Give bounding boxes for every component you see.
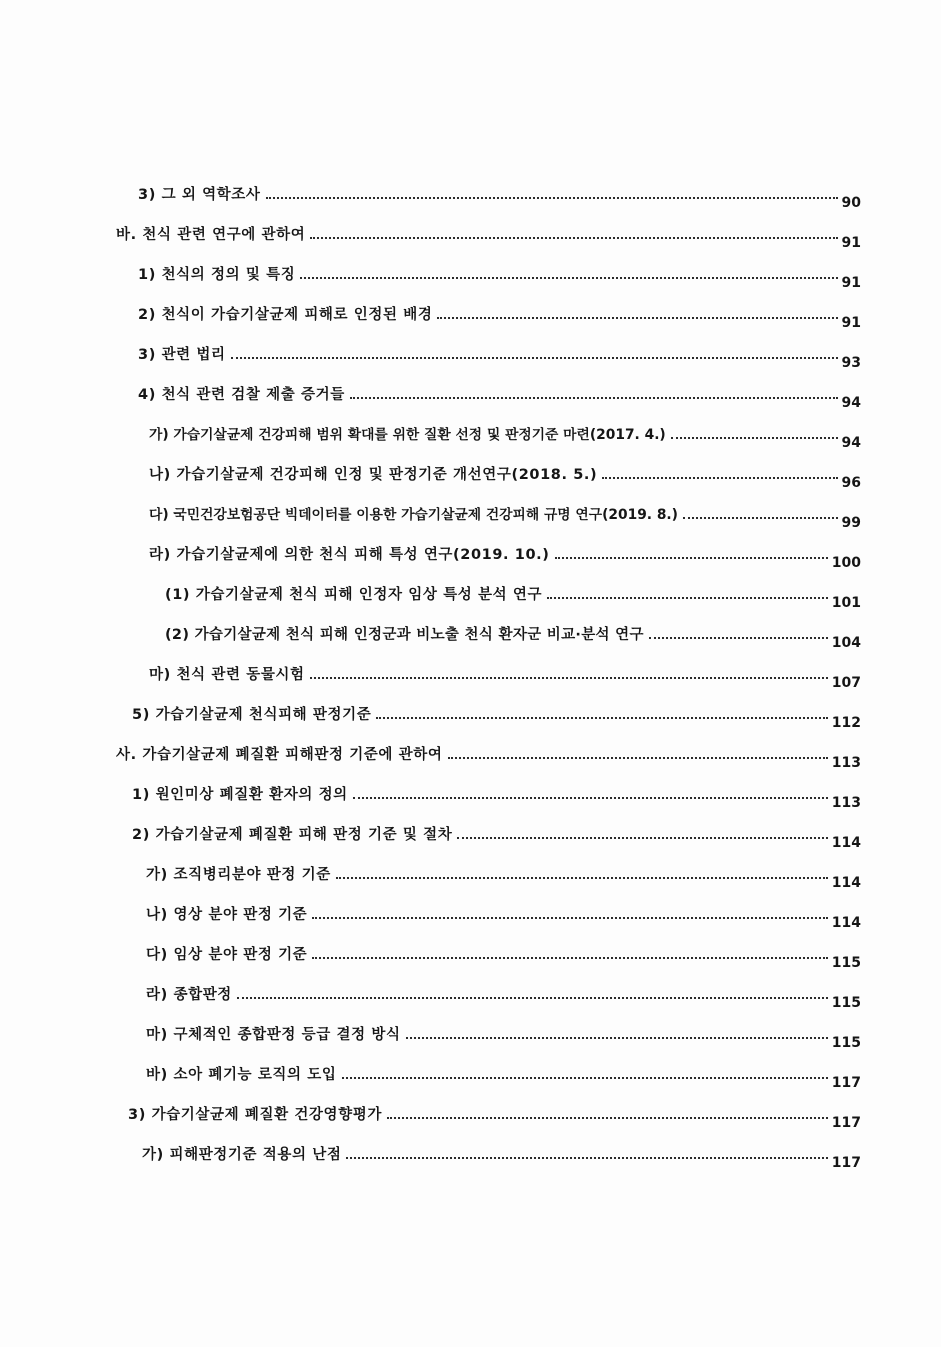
toc-entry-page: 99 <box>841 515 861 531</box>
toc-entry-page: 90 <box>841 195 861 211</box>
dot-leader <box>231 357 838 359</box>
toc-entry-title: 다) 임상 분야 판정 기준 <box>146 947 308 963</box>
toc-entry-page: 107 <box>831 675 861 691</box>
dot-leader <box>437 317 837 319</box>
toc-entry-title: (2) 가습기살균제 천식 피해 인정군과 비노출 천식 환자군 비교·분석 연구 <box>165 627 644 643</box>
dot-leader <box>457 837 827 839</box>
toc-entry <box>146 860 861 891</box>
toc-entry-title: 가) 피해판정기준 적용의 난점 <box>142 1147 342 1163</box>
dot-leader <box>376 717 827 719</box>
toc-entry-page: 114 <box>831 915 861 931</box>
toc-entry-page: 113 <box>831 795 861 811</box>
dot-leader <box>353 797 828 799</box>
toc-entry-page: 104 <box>831 635 861 651</box>
toc-entry-page: 100 <box>831 555 861 571</box>
toc-entry-page: 114 <box>831 835 861 851</box>
toc-entry-page: 117 <box>831 1115 861 1131</box>
dot-leader <box>683 517 838 519</box>
toc-entry-title: 사. 가습기살균제 폐질환 피해판정 기준에 관하여 <box>116 747 443 763</box>
toc-entry <box>128 1100 861 1131</box>
toc-entry-page: 115 <box>831 955 861 971</box>
toc-entry-title: 바) 소아 폐기능 로직의 도입 <box>146 1067 337 1083</box>
toc-entry-page: 96 <box>841 475 861 491</box>
toc-entry-page: 117 <box>831 1075 861 1091</box>
toc-entry-page: 94 <box>841 435 861 451</box>
toc-entry-title: (1) 가습기살균제 천식 피해 인정자 임상 특성 분석 연구 <box>165 587 543 603</box>
dot-leader <box>310 237 837 239</box>
toc-entry-title: 2) 천식이 가습기살균제 피해로 인정된 배경 <box>138 307 433 323</box>
dot-leader <box>346 1157 827 1159</box>
toc-entry <box>146 980 861 1011</box>
toc-entry-page: 115 <box>831 995 861 1011</box>
dot-leader <box>387 1117 828 1119</box>
toc-entry-title: 마) 구체적인 종합판정 등급 결정 방식 <box>146 1027 401 1043</box>
toc-entry <box>138 180 861 211</box>
toc-entry <box>138 300 861 331</box>
toc-entry <box>132 820 861 851</box>
toc-entry-title: 나) 가습기살균제 건강피해 인정 및 판정기준 개선연구(2018. 5.) <box>149 467 598 483</box>
dot-leader <box>406 1037 828 1039</box>
toc-entry-title: 다) 국민건강보험공단 빅데이터를 이용한 가습기살균제 건강피해 규명 연구(2019. 8.) <box>149 507 678 523</box>
dot-leader <box>237 997 828 999</box>
toc-entry <box>116 220 861 251</box>
dot-leader <box>547 597 828 599</box>
dot-leader <box>336 877 828 879</box>
toc-entry-page: 93 <box>841 355 861 371</box>
toc-entry-title: 1) 원인미상 폐질환 환자의 정의 <box>132 787 348 803</box>
toc-entry-page: 115 <box>831 1035 861 1051</box>
toc-entry <box>146 940 861 971</box>
toc-entry-title: 2) 가습기살균제 폐질환 피해 판정 기준 및 절차 <box>132 827 453 843</box>
toc-entry-title: 4) 천식 관련 검찰 제출 증거들 <box>138 387 345 403</box>
toc-entry <box>146 900 861 931</box>
toc-entry-title: 3) 관련 법리 <box>138 347 226 363</box>
toc-entry-page: 94 <box>841 395 861 411</box>
toc-entry <box>149 500 861 531</box>
toc-entry-title: 라) 가습기살균제에 의한 천식 피해 특성 연구(2019. 10.) <box>149 547 550 563</box>
toc-entry-page: 101 <box>831 595 861 611</box>
toc-entry-title: 5) 가습기살균제 천식피해 판정기준 <box>132 707 372 723</box>
toc-entry <box>132 780 861 811</box>
dot-leader <box>602 477 837 479</box>
toc-entry-title: 마) 천식 관련 동물시험 <box>149 667 305 683</box>
dot-leader <box>555 557 828 559</box>
toc-entry-title: 3) 그 외 역학조사 <box>138 187 261 203</box>
toc-entry-page: 91 <box>841 275 861 291</box>
dot-leader <box>350 397 838 399</box>
toc-entry <box>138 340 861 371</box>
toc-entry-page: 117 <box>831 1155 861 1171</box>
toc-entry-title: 라) 종합판정 <box>146 987 232 1003</box>
dot-leader <box>310 677 828 679</box>
toc-entry-title: 나) 영상 분야 판정 기준 <box>146 907 308 923</box>
toc-entry-title: 가) 조직병리분야 판정 기준 <box>146 867 331 883</box>
toc-entry <box>149 420 861 451</box>
toc-entry <box>149 540 861 571</box>
toc-entry <box>149 660 861 691</box>
toc-entry-page: 113 <box>831 755 861 771</box>
dot-leader <box>312 957 827 959</box>
toc-entry <box>142 1140 861 1171</box>
dot-leader <box>448 757 828 759</box>
dot-leader <box>649 637 828 639</box>
dot-leader <box>300 277 837 279</box>
toc-entry-page: 91 <box>841 235 861 251</box>
toc-entry <box>146 1020 861 1051</box>
toc-entry <box>132 700 861 731</box>
toc-entry-title: 3) 가습기살균제 폐질환 건강영향평가 <box>128 1107 382 1123</box>
toc-entry <box>138 260 861 291</box>
dot-leader <box>312 917 827 919</box>
dot-leader <box>671 437 838 439</box>
toc-entry-page: 91 <box>841 315 861 331</box>
toc-entry-title: 1) 천식의 정의 및 특징 <box>138 267 296 283</box>
toc-entry <box>165 620 861 651</box>
toc-entry <box>116 740 861 771</box>
toc-entry <box>146 1060 861 1091</box>
toc-entry <box>165 580 861 611</box>
toc-entry-title: 가) 가습기살균제 건강피해 범위 확대를 위한 질환 선정 및 판정기준 마련(2017. 4.) <box>149 427 666 443</box>
toc-entry-title: 바. 천식 관련 연구에 관하여 <box>116 227 306 243</box>
toc-entry <box>138 380 861 411</box>
toc-entry-page: 114 <box>831 875 861 891</box>
dot-leader <box>342 1077 828 1079</box>
dot-leader <box>266 197 838 199</box>
toc-entry <box>149 460 861 491</box>
toc-entry-page: 112 <box>831 715 861 731</box>
